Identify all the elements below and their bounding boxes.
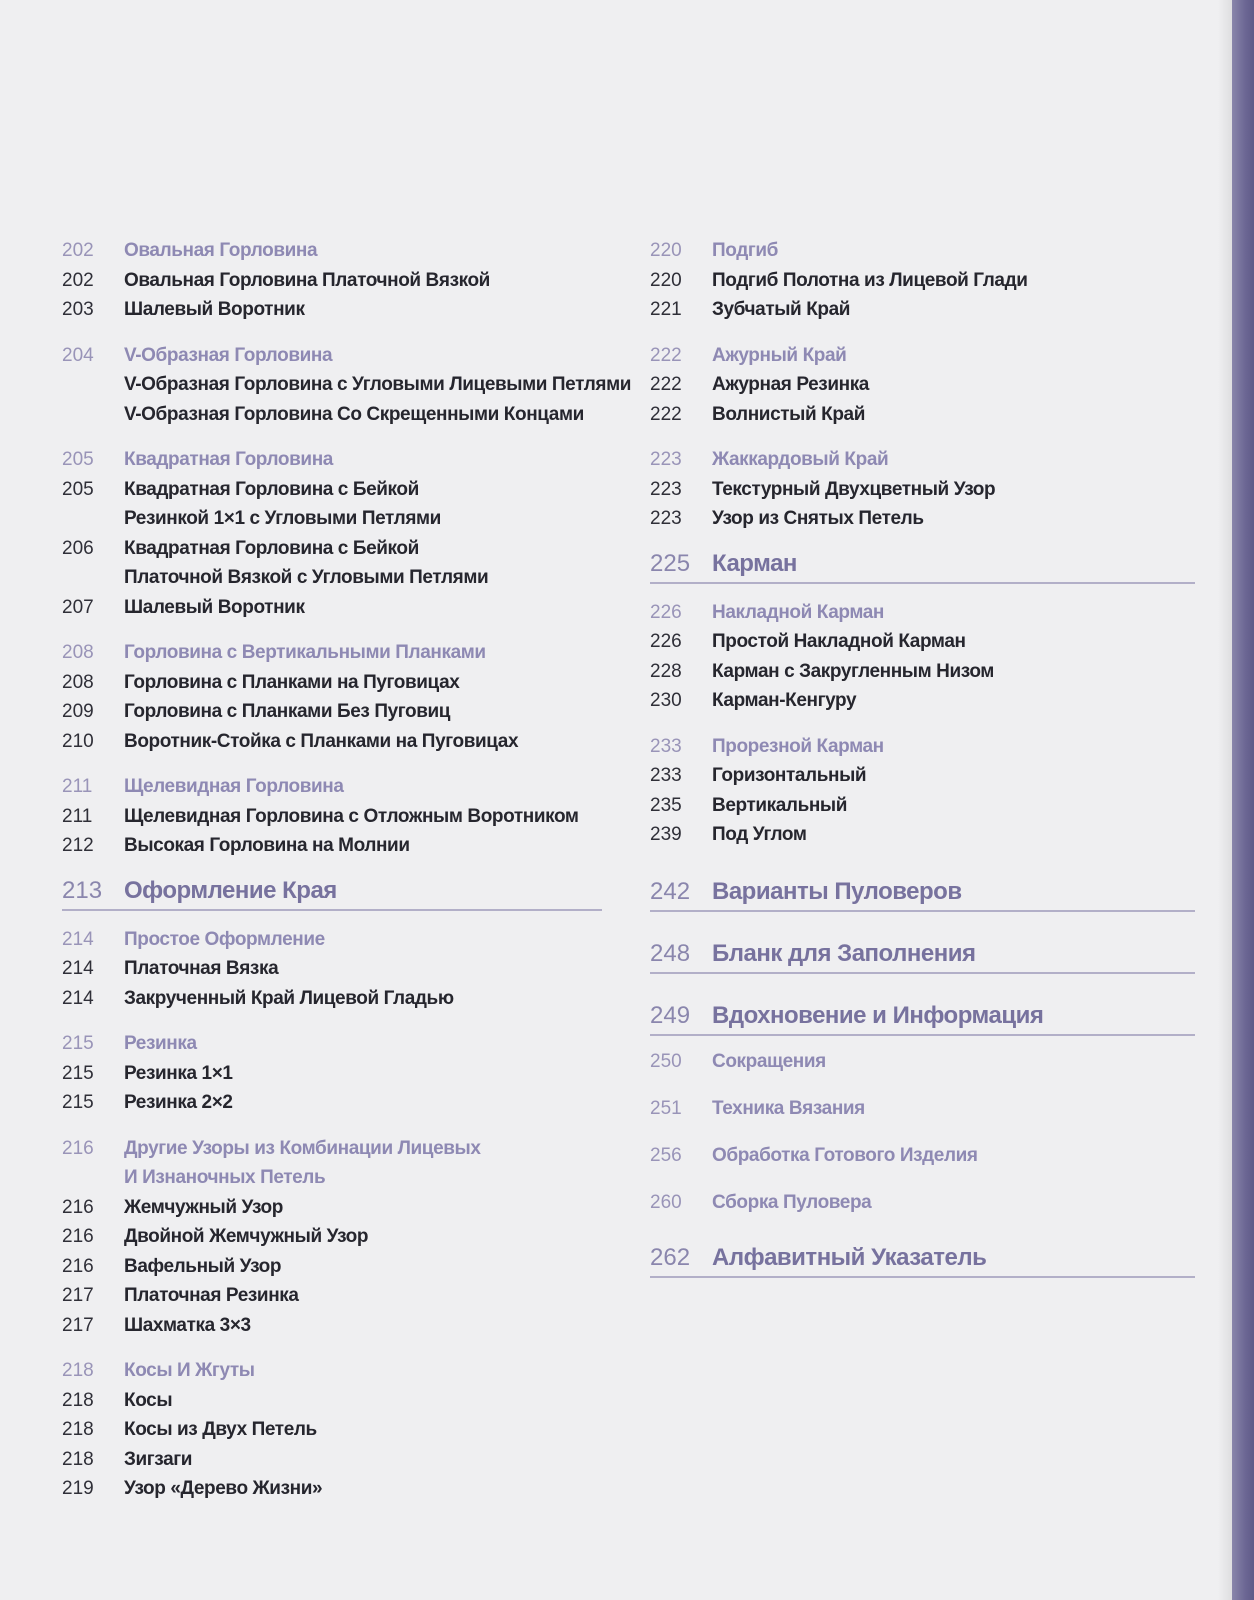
toc-item[interactable] [62,370,632,400]
toc-item[interactable] [62,727,602,757]
page-number: 233 [650,735,682,757]
page-number: 219 [62,1478,94,1499]
section-title: Алфавитный Указатель [712,1243,987,1271]
page-number: 218 [62,1389,94,1411]
entry-title: Жемчужный Узор [124,1196,283,1218]
page-number: 212 [62,835,94,856]
page-number: 251 [650,1097,682,1119]
toc-item[interactable] [650,657,1195,687]
section-title: Бланк для Заполнения [712,939,976,967]
page-number: 211 [62,805,93,827]
page-number: 242 [650,877,691,905]
toc-heading[interactable] [62,1029,602,1059]
page-number: 216 [62,1255,94,1277]
toc-item[interactable] [650,820,1195,850]
page-number: 222 [650,344,682,366]
page-number: 215 [62,1033,94,1054]
entry-title: Горловина с Планками на Пуговицах [124,671,460,693]
page-number: 208 [62,642,94,663]
page-number: 214 [62,987,94,1009]
toc-section-heading[interactable] [650,940,1195,974]
entry-title: V-Образная Горловина [124,344,333,366]
page-number: 248 [650,939,691,967]
toc-item[interactable] [62,1059,602,1089]
toc-group [62,1029,602,1118]
toc-item[interactable] [62,984,602,1014]
entry-title: Карман-Кенгуру [712,690,857,711]
entry-title: Ажурный Край [712,344,847,366]
entry-title: Овальная Горловина Платочной Вязкой [124,269,490,291]
toc-item[interactable] [62,1386,602,1416]
entry-title: Обработка Готового Изделия [712,1144,978,1166]
toc-item[interactable] [650,370,1195,400]
entry-title: Косы [124,1389,173,1411]
entry-title: Резинка [124,1033,197,1054]
toc-heading[interactable] [650,1038,1195,1085]
toc-item[interactable] [62,534,602,564]
entry-title: Сокращения [712,1050,826,1072]
toc-item[interactable] [650,791,1195,821]
toc-item[interactable] [62,593,602,623]
toc-item[interactable] [62,954,602,984]
toc-item[interactable] [62,400,602,430]
page-number: 202 [62,240,94,261]
page-number: 223 [650,478,682,500]
entry-title: Простое Оформление [124,928,325,950]
page-number: 215 [62,1062,94,1084]
entry-title: Воротник-Стойка с Планками на Пуговицах [124,730,519,752]
toc-item[interactable] [62,1415,602,1445]
entry-title: Вертикальный [712,794,848,816]
entry-title: Простой Накладной Карман [712,631,966,652]
entry-title: Косы И Жгуты [124,1360,255,1381]
entry-title: Подгиб Полотна из Лицевой Глади [712,269,1028,291]
page-number: 226 [650,631,682,652]
entry-title: Шалевый Воротник [124,596,305,618]
toc-group [62,1134,602,1341]
page-number: 223 [650,449,682,470]
toc-item[interactable] [62,697,602,727]
entry-title: Шахматка 3×3 [124,1314,251,1336]
page-number: 222 [650,374,682,395]
toc-item[interactable] [62,1281,602,1311]
entry-title: Резинка 1×1 [124,1062,233,1084]
page-number: 220 [650,269,682,291]
section-title: Карман [712,549,797,577]
page-number: 205 [62,478,94,500]
page-number: 208 [62,671,94,693]
page-number: 207 [62,596,94,618]
toc-heading[interactable] [650,1132,1195,1179]
entry-title: Шалевый Воротник [124,299,305,320]
page-number: 233 [650,765,682,786]
toc-group [62,445,602,622]
page-number: 217 [62,1314,94,1336]
toc-item[interactable] [62,1252,602,1282]
entry-title: Прорезной Карман [712,735,884,757]
toc-heading[interactable] [62,772,602,802]
page-number: 205 [62,449,94,470]
page-number: 220 [650,240,682,261]
entry-title: Закрученный Край Лицевой Гладью [124,987,454,1009]
entry-title: Овальная Горловина [124,240,318,261]
toc-item[interactable] [650,761,1195,791]
entry-title: Двойной Жемчужный Узор [124,1226,369,1247]
entry-title: Техника Вязания [712,1097,865,1119]
page-number: 214 [62,928,94,950]
page-number: 216 [62,1226,94,1247]
page-number: 209 [62,701,94,722]
entry-title: Квадратная Горловина [124,449,333,470]
toc-section-heading[interactable] [650,1244,1195,1278]
toc-heading[interactable] [650,732,1195,762]
toc-heading[interactable] [650,598,1195,628]
toc-item[interactable] [62,563,602,593]
entry-title: Жаккардовый Край [712,449,889,470]
toc-group [62,638,602,756]
toc-item[interactable] [62,1222,602,1252]
entry-title: Платочная Резинка [124,1285,299,1306]
entry-title: Накладной Карман [712,601,884,623]
page-number: 210 [62,730,94,752]
page-number: 218 [62,1419,94,1440]
toc-group [650,445,1195,534]
toc-heading[interactable] [62,1134,602,1164]
toc-heading[interactable] [62,341,602,371]
entry-title: Другие Узоры из Комбинации Лицевых [124,1137,481,1159]
page-number: 262 [650,1243,691,1271]
page-number: 203 [62,299,94,320]
page-number: 260 [650,1191,682,1213]
toc-heading-continued [62,1163,602,1193]
toc-group [650,341,1195,430]
toc-section-heading[interactable] [650,878,1195,912]
toc-section-heading[interactable] [650,1002,1195,1036]
page-edge-strip [1232,0,1254,1600]
toc-item[interactable] [62,1311,602,1341]
page-number: 214 [62,958,94,979]
entry-title: Текстурный Двухцветный Узор [712,478,996,500]
toc-section-heading[interactable] [62,877,602,911]
entry-title: V-Образная Горловина с Угловыми Лицевыми Петлями [124,374,632,395]
entry-title: Узор из Снятых Петель [712,508,924,529]
toc-heading[interactable] [650,445,1195,475]
page-gutter-shadow [1218,0,1232,1600]
page-number: 218 [62,1448,94,1470]
toc-heading[interactable] [650,1179,1195,1226]
entry-title: Резинкой 1×1 с Угловыми Петлями [124,508,441,529]
entry-title: Горловина с Планками Без Пуговиц [124,701,451,722]
entry-title: Квадратная Горловина с Бейкой [124,478,419,500]
entry-title: Под Углом [712,824,807,845]
page-number: 202 [62,269,94,291]
entry-title: Карман с Закругленным Низом [712,660,994,682]
toc-heading[interactable] [62,236,602,266]
page-number: 226 [650,601,682,623]
page-number: 222 [650,403,682,425]
toc-item[interactable] [650,400,1195,430]
toc-item[interactable] [62,504,602,534]
entry-title: Высокая Горловина на Молнии [124,835,410,856]
page-number: 230 [650,690,682,711]
entry-title: Вафельный Узор [124,1255,282,1277]
entry-title: Щелевидная Горловина с Отложным Воротником [124,805,579,827]
toc-item[interactable] [62,831,602,861]
entry-title: Косы из Двух Петель [124,1419,317,1440]
toc-item[interactable] [650,686,1195,716]
toc-group [650,732,1195,850]
toc-item[interactable] [62,295,602,325]
toc-item[interactable] [62,1445,602,1475]
toc-heading[interactable] [62,445,602,475]
page-number: 211 [62,776,93,797]
section-title: Варианты Пуловеров [712,877,962,905]
entry-title: Платочной Вязкой с Угловыми Петлями [124,567,489,588]
page-number: 217 [62,1285,94,1306]
toc-left-column [62,236,632,1520]
toc-group [62,341,632,430]
page-number: 204 [62,344,94,366]
entry-title: Волнистый Край [712,403,865,425]
toc-item[interactable] [62,1474,602,1504]
page-number: 223 [650,508,682,529]
toc-heading[interactable] [62,925,602,955]
page-number: 256 [650,1144,682,1166]
page-number: 206 [62,537,94,559]
toc-group [62,772,602,861]
toc-heading[interactable] [62,638,602,668]
page-number: 221 [650,299,682,320]
toc-group [62,236,602,325]
page-number: 250 [650,1050,682,1072]
page-number: 235 [650,794,682,816]
toc-item[interactable] [650,266,1195,296]
entry-title: Узор «Дерево Жизни» [124,1478,323,1499]
entry-title: V-Образная Горловина Со Скрещенными Концами [124,403,584,425]
toc-item[interactable] [650,295,1195,325]
toc-group [650,236,1195,325]
page-number: 213 [62,876,103,904]
entry-title: Зубчатый Край [712,299,851,320]
entry-title: Подгиб [712,240,779,261]
page-number: 216 [62,1196,94,1218]
page-number: 218 [62,1360,94,1381]
toc-section-heading[interactable] [650,550,1195,584]
section-title: Вдохновение и Информация [712,1001,1044,1029]
toc-item[interactable] [650,475,1195,505]
toc-item[interactable] [62,475,602,505]
page-number: 215 [62,1092,94,1113]
toc-item[interactable] [650,504,1195,534]
toc-item[interactable] [62,266,602,296]
toc-right-column [650,236,1195,1292]
page-number: 249 [650,1001,691,1029]
page-number: 225 [650,549,691,577]
entry-title: Ажурная Резинка [712,374,869,395]
toc-group [62,1356,602,1504]
entry-title: Квадратная Горловина с Бейкой [124,537,419,559]
toc-heading[interactable] [650,236,1195,266]
entry-title: Щелевидная Горловина [124,776,344,797]
toc-item[interactable] [62,1193,602,1223]
page-number: 216 [62,1137,94,1159]
entry-title: Резинка 2×2 [124,1092,233,1113]
toc-item[interactable] [62,668,602,698]
toc-heading[interactable] [650,1085,1195,1132]
toc-group [650,1038,1195,1226]
entry-title: Горизонтальный [712,765,867,786]
toc-item[interactable] [62,802,602,832]
page-number: 228 [650,660,682,682]
entry-title: Сборка Пуловера [712,1191,872,1213]
toc-item[interactable] [62,1088,602,1118]
entry-title: Горловина с Вертикальными Планками [124,642,486,663]
entry-title: Зигзаги [124,1448,193,1470]
entry-title: И Изнаночных Петель [124,1167,326,1188]
toc-heading[interactable] [650,341,1195,371]
toc-group [62,925,602,1014]
page-number: 239 [650,824,682,845]
toc-group [650,598,1195,716]
entry-title: Платочная Вязка [124,958,279,979]
section-title: Оформление Края [124,876,337,904]
toc-item[interactable] [650,627,1195,657]
toc-heading[interactable] [62,1356,602,1386]
